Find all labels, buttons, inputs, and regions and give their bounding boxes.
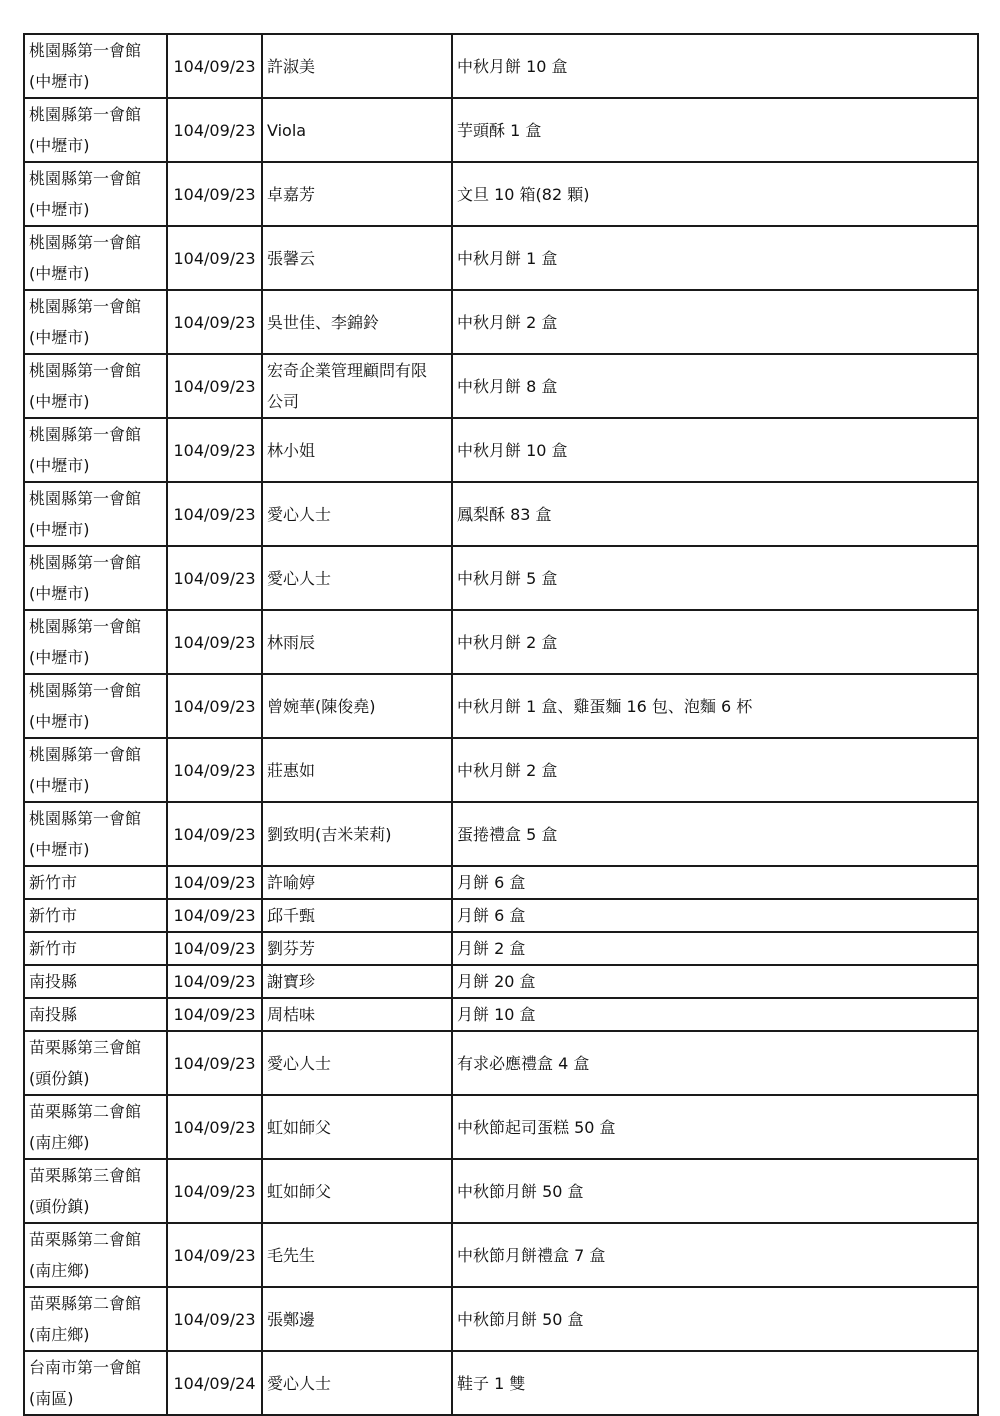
date-cell: 104/09/23 [167, 418, 262, 482]
donor-line: 張鄭邊 [267, 1309, 316, 1329]
table-row [24, 1095, 978, 1159]
place-line: 桃園縣第一會館 [29, 361, 142, 380]
date-cell: 104/09/24 [167, 1351, 262, 1415]
date-cell: 104/09/23 [167, 98, 262, 162]
table-row [24, 965, 978, 998]
place-cell [24, 932, 167, 965]
date-cell: 104/09/23 [167, 998, 262, 1031]
place-line: 桃園縣第一會館 [29, 41, 142, 60]
place-cell [24, 1287, 167, 1351]
table-row [24, 674, 978, 738]
place-cell [24, 226, 167, 290]
place-line: (中壢市) [29, 584, 90, 603]
donor-line: 莊惠如 [267, 760, 316, 780]
item-cell: 月餅 20 盒 [452, 965, 978, 998]
place-line: (頭份鎮) [29, 1069, 90, 1088]
table-row [24, 418, 978, 482]
place-line: (中壢市) [29, 840, 90, 859]
donor-line: 張馨云 [267, 248, 316, 268]
donor-line: 毛先生 [267, 1245, 316, 1265]
donor-line: 邱千甄 [267, 906, 316, 925]
date-cell: 104/09/23 [167, 899, 262, 932]
item-cell: 中秋節月餅 50 盒 [452, 1159, 978, 1223]
item-cell: 中秋月餅 2 盒 [452, 610, 978, 674]
item-cell: 中秋節月餅禮盒 7 盒 [452, 1223, 978, 1287]
donor-line: 愛心人士 [267, 504, 332, 524]
table-row [24, 1351, 978, 1415]
place-line: 桃園縣第一會館 [29, 809, 142, 828]
date-cell: 104/09/23 [167, 802, 262, 866]
place-line: 苗栗縣第二會館 [29, 1102, 142, 1121]
donor-cell [262, 482, 452, 546]
place-cell [24, 610, 167, 674]
place-cell [24, 899, 167, 932]
donor-line: 許喻婷 [267, 873, 316, 892]
place-line: 桃園縣第一會館 [29, 425, 142, 444]
table-row [24, 226, 978, 290]
place-line: 桃園縣第一會館 [29, 681, 142, 700]
donor-cell [262, 932, 452, 965]
donor-cell [262, 34, 452, 98]
donor-line: 許淑美 [267, 56, 316, 76]
table-row [24, 482, 978, 546]
date-cell: 104/09/23 [167, 354, 262, 418]
date-cell: 104/09/23 [167, 738, 262, 802]
date-cell: 104/09/23 [167, 610, 262, 674]
donor-cell [262, 1159, 452, 1223]
date-cell: 104/09/23 [167, 1159, 262, 1223]
place-line: (中壢市) [29, 136, 90, 155]
place-cell [24, 34, 167, 98]
donor-line: 林小姐 [267, 440, 316, 460]
table-row [24, 354, 978, 418]
place-line: (中壢市) [29, 520, 90, 539]
date-cell: 104/09/23 [167, 1287, 262, 1351]
donor-cell [262, 1223, 452, 1287]
place-line: 新竹市 [29, 939, 78, 958]
donor-cell [262, 226, 452, 290]
place-line: 桃園縣第一會館 [29, 169, 142, 188]
donor-cell [262, 738, 452, 802]
date-cell: 104/09/23 [167, 482, 262, 546]
place-line: 苗栗縣第二會館 [29, 1230, 142, 1249]
donor-line: 曾婉華(陳俊堯) [267, 696, 376, 716]
item-cell: 芋頭酥 1 盒 [452, 98, 978, 162]
table-row [24, 802, 978, 866]
date-cell: 104/09/23 [167, 290, 262, 354]
place-line: (頭份鎮) [29, 1197, 90, 1216]
donor-cell [262, 162, 452, 226]
donor-cell [262, 1351, 452, 1415]
donor-cell [262, 1287, 452, 1351]
place-line: 南投縣 [29, 972, 78, 991]
place-line: (中壢市) [29, 456, 90, 475]
place-cell [24, 418, 167, 482]
item-cell: 中秋節月餅 50 盒 [452, 1287, 978, 1351]
donor-cell [262, 998, 452, 1031]
place-line: (南庄鄉) [29, 1325, 90, 1344]
table-row [24, 932, 978, 965]
item-cell: 蛋捲禮盒 5 盒 [452, 802, 978, 866]
place-line: 桃園縣第一會館 [29, 745, 142, 764]
item-cell: 鳳梨酥 83 盒 [452, 482, 978, 546]
table-row [24, 162, 978, 226]
place-line: 桃園縣第一會館 [29, 105, 142, 124]
place-cell [24, 998, 167, 1031]
date-cell: 104/09/23 [167, 162, 262, 226]
item-cell: 中秋月餅 5 盒 [452, 546, 978, 610]
place-line: (中壢市) [29, 648, 90, 667]
place-line: 苗栗縣第三會館 [29, 1166, 142, 1185]
date-cell: 104/09/23 [167, 546, 262, 610]
item-cell: 月餅 6 盒 [452, 899, 978, 932]
donor-line: 卓嘉芳 [267, 184, 316, 204]
donor-line: 吳世佳、李錦鈴 [267, 312, 380, 332]
donor-cell [262, 1031, 452, 1095]
item-cell: 月餅 6 盒 [452, 866, 978, 899]
item-cell: 中秋月餅 1 盒 [452, 226, 978, 290]
item-cell: 中秋月餅 10 盒 [452, 34, 978, 98]
date-cell: 104/09/23 [167, 932, 262, 965]
donor-line: 劉芬芳 [267, 939, 316, 958]
donor-line: 愛心人士 [267, 1053, 332, 1073]
item-cell: 文旦 10 箱(82 顆) [452, 162, 978, 226]
table-row [24, 1223, 978, 1287]
donor-cell [262, 802, 452, 866]
donor-cell [262, 546, 452, 610]
donor-line: 虹如師父 [267, 1181, 332, 1201]
place-cell [24, 1031, 167, 1095]
place-line: (中壢市) [29, 72, 90, 91]
donor-cell [262, 866, 452, 899]
donor-cell [262, 965, 452, 998]
donor-line: 愛心人士 [267, 1373, 332, 1393]
date-cell: 104/09/23 [167, 1095, 262, 1159]
place-line: 苗栗縣第三會館 [29, 1038, 142, 1057]
place-line: (中壢市) [29, 392, 90, 411]
donor-cell [262, 98, 452, 162]
donor-line: 虹如師父 [267, 1117, 332, 1137]
donor-line: 謝寶珍 [267, 972, 316, 991]
table-row [24, 34, 978, 98]
place-cell [24, 354, 167, 418]
place-line: 桃園縣第一會館 [29, 617, 142, 636]
donation-table [23, 33, 979, 1416]
donation-table-body [24, 34, 978, 1415]
item-cell: 中秋月餅 2 盒 [452, 290, 978, 354]
table-row [24, 98, 978, 162]
donor-line: 林雨辰 [267, 632, 316, 652]
place-cell [24, 1223, 167, 1287]
donor-cell [262, 1095, 452, 1159]
place-cell [24, 482, 167, 546]
table-row [24, 738, 978, 802]
donor-line: Viola [267, 120, 307, 140]
table-row [24, 1159, 978, 1223]
table-row [24, 546, 978, 610]
donor-line: 劉致明(吉米茉莉) [267, 824, 392, 844]
date-cell: 104/09/23 [167, 1223, 262, 1287]
table-row [24, 899, 978, 932]
place-line: 台南市第一會館 [29, 1358, 142, 1377]
place-line: (南區) [29, 1389, 74, 1408]
donor-line: 周桔味 [267, 1005, 316, 1024]
donor-cell [262, 354, 452, 418]
place-line: 南投縣 [29, 1005, 78, 1024]
donor-cell [262, 610, 452, 674]
item-cell: 中秋月餅 10 盒 [452, 418, 978, 482]
table-row [24, 1031, 978, 1095]
item-cell: 中秋節起司蛋糕 50 盒 [452, 1095, 978, 1159]
item-cell: 中秋月餅 2 盒 [452, 738, 978, 802]
date-cell: 104/09/23 [167, 965, 262, 998]
donor-line: 宏奇企業管理顧問有限 [267, 361, 428, 380]
place-line: 桃園縣第一會館 [29, 489, 142, 508]
place-line: 桃園縣第一會館 [29, 233, 142, 252]
place-line: 苗栗縣第二會館 [29, 1294, 142, 1313]
place-cell [24, 1159, 167, 1223]
place-cell [24, 1351, 167, 1415]
item-cell: 鞋子 1 雙 [452, 1351, 978, 1415]
place-cell [24, 965, 167, 998]
donor-cell [262, 674, 452, 738]
date-cell: 104/09/23 [167, 1031, 262, 1095]
date-cell: 104/09/23 [167, 674, 262, 738]
place-cell [24, 290, 167, 354]
place-line: (中壢市) [29, 328, 90, 347]
table-row [24, 1287, 978, 1351]
date-cell: 104/09/23 [167, 34, 262, 98]
donor-line: 愛心人士 [267, 568, 332, 588]
place-line: (南庄鄉) [29, 1133, 90, 1152]
item-cell: 有求必應禮盒 4 盒 [452, 1031, 978, 1095]
date-cell: 104/09/23 [167, 226, 262, 290]
place-line: (中壢市) [29, 776, 90, 795]
table-row [24, 998, 978, 1031]
place-cell [24, 674, 167, 738]
place-line: 桃園縣第一會館 [29, 553, 142, 572]
place-cell [24, 802, 167, 866]
place-cell [24, 98, 167, 162]
donor-line: 公司 [267, 392, 300, 411]
place-line: 新竹市 [29, 873, 78, 892]
place-cell [24, 546, 167, 610]
donor-cell [262, 418, 452, 482]
place-cell [24, 866, 167, 899]
item-cell: 月餅 2 盒 [452, 932, 978, 965]
place-line: 桃園縣第一會館 [29, 297, 142, 316]
place-cell [24, 738, 167, 802]
place-line: 新竹市 [29, 906, 78, 925]
table-row [24, 610, 978, 674]
place-line: (中壢市) [29, 712, 90, 731]
date-cell: 104/09/23 [167, 866, 262, 899]
table-row [24, 866, 978, 899]
place-line: (中壢市) [29, 200, 90, 219]
place-cell [24, 162, 167, 226]
donor-cell [262, 290, 452, 354]
item-cell: 中秋月餅 8 盒 [452, 354, 978, 418]
donor-cell [262, 899, 452, 932]
place-cell [24, 1095, 167, 1159]
place-line: (南庄鄉) [29, 1261, 90, 1280]
place-line: (中壢市) [29, 264, 90, 283]
table-row [24, 290, 978, 354]
item-cell: 月餅 10 盒 [452, 998, 978, 1031]
item-cell: 中秋月餅 1 盒、雞蛋麵 16 包、泡麵 6 杯 [452, 674, 978, 738]
